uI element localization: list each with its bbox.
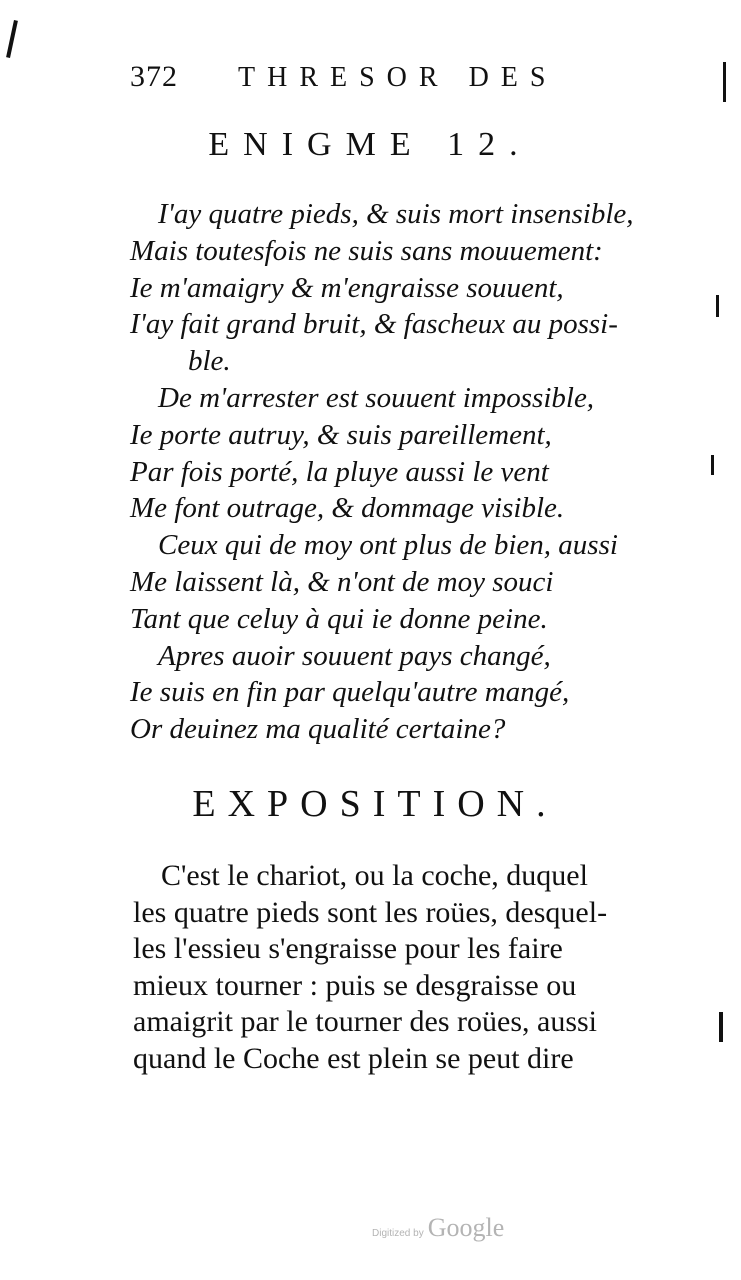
prose-line: les l'essieu s'engraisse pour les faire: [133, 932, 563, 965]
verse-line: ble.: [188, 345, 231, 378]
prose-line: amaigrit par le tourner des roües, aussi: [133, 1005, 598, 1038]
enigme-heading: ENIGME 12.: [208, 126, 532, 163]
prose-line: C'est le chariot, ou la coche, duquel: [161, 859, 588, 892]
scan-artifact-mark: [719, 1012, 723, 1042]
scan-artifact-mark: [723, 62, 726, 102]
verse-line: Me laissent là, & n'ont de moy souci: [130, 565, 554, 598]
verse-line: Me font outrage, & dommage visible.: [130, 492, 565, 525]
verse-line: Ie m'amaigry & m'engraisse souuent,: [130, 271, 564, 304]
verse-line: Ie suis en fin par quelqu'autre mangé,: [130, 676, 570, 709]
scan-artifact-mark: [6, 20, 18, 58]
prose-line: les quatre pieds sont les roües, desquel-: [133, 895, 608, 929]
watermark-prefix: Digitized by: [372, 1228, 424, 1239]
verse-line: Ie porte autruy, & suis pareillement,: [130, 418, 552, 451]
prose-line: quand le Coche est plein se peut dire: [133, 1041, 574, 1075]
scan-artifact-mark: [711, 455, 714, 475]
page-number: 372: [130, 60, 178, 93]
exposition-text: [133, 858, 653, 1077]
enigme-verse: [130, 196, 670, 748]
verse-line: Tant que celuy à qui ie donne peine.: [130, 602, 548, 635]
prose-line: mieux tourner : puis se desgraisse ou: [133, 968, 577, 1002]
verse-line: Mais toutesfois ne suis sans mouuement:: [130, 234, 603, 267]
verse-line: Ceux qui de moy ont plus de bien, aussi: [158, 529, 618, 562]
verse-line: Or deuinez ma qualité certaine?: [130, 713, 506, 746]
verse-line: Apres auoir souuent pays changé,: [158, 639, 551, 672]
running-title: THRESOR DES: [238, 62, 558, 93]
running-head: [130, 60, 590, 96]
verse-line: I'ay fait grand bruit, & fascheux au possi-: [130, 308, 618, 341]
google-watermark: [372, 1213, 542, 1247]
google-logo: Google: [427, 1213, 505, 1242]
verse-line: Par fois porté, la pluye aussi le vent: [130, 455, 549, 488]
verse-line: De m'arrester est souuent impossible,: [158, 381, 595, 414]
verse-line: I'ay quatre pieds, & suis mort insensible,: [158, 198, 634, 230]
scan-artifact-mark: [716, 295, 719, 317]
exposition-heading: EXPOSITION.: [192, 783, 558, 825]
